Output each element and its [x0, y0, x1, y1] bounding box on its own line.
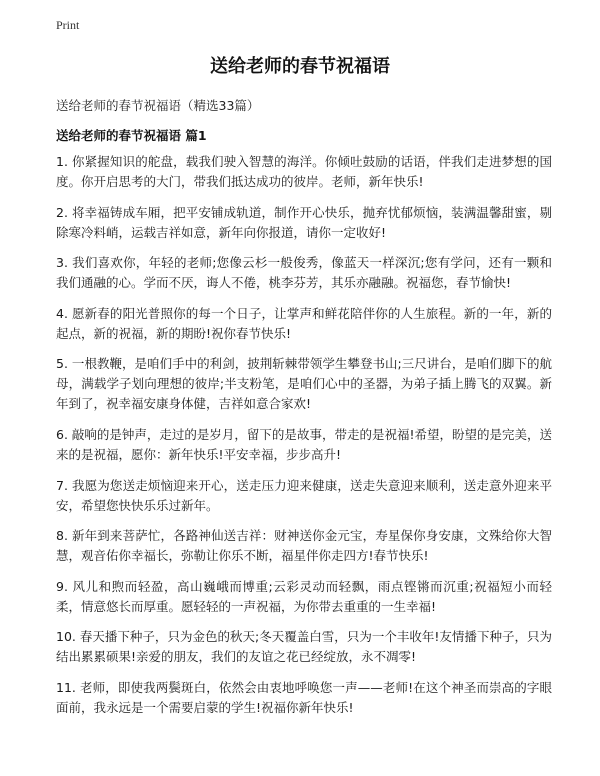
- list-item: 9. 风儿和煦而轻盈，高山巍峨而博重;云彩灵动而轻飘，雨点铿锵而沉重;祝福短小而轻柔，情意悠长而厚重。愿轻轻的一声祝福，为你带去重重的一生幸福!: [56, 578, 552, 614]
- list-item: 3. 我们喜欢你，年轻的老师;您像云杉一般俊秀，像蓝天一样深沉;您有学问，还有一颗和我们通融的心。学而不厌，诲人不倦，桃李芬芳，其乐亦融融。祝福您，春节愉快!: [56, 255, 552, 291]
- list-item: 11. 老师，即使我两鬓斑白，依然会由衷地呼唤您一声——老师!在这个神圣而崇高的字眼面前，我永远是一个需要启蒙的学生!祝福你新年快乐!: [56, 679, 552, 715]
- list-item: 2. 将幸福铸成车厢，把平安铺成轨道，制作开心快乐，抛弃忧郁烦恼，装满温馨甜蜜，剔除寒冷料峭，运载吉祥如意，新年向你报道，请你一定收好!: [56, 204, 552, 240]
- list-item: 8. 新年到来菩萨忙，各路神仙送吉祥：财神送你金元宝，寿星保你身安康，文殊给你大智慧，观音佑你幸福长，弥勒让你乐不断，福星伴你走四方!春节快乐!: [56, 528, 552, 564]
- list-item: 10. 春天播下种子，只为金色的秋天;冬天覆盖白雪，只为一个丰收年!友情播下种子，只为结出累累硕果!亲爱的朋友，我们的友谊之花已经绽放，永不凋零!: [56, 629, 552, 665]
- document-subtitle: 送给老师的春节祝福语（精选33篇）: [56, 98, 260, 113]
- document-title: 送给老师的春节祝福语: [210, 56, 390, 77]
- list-item: 1. 你紧握知识的舵盘，载我们驶入智慧的海洋。你倾吐鼓励的话语，伴我们走进梦想的国度。你开启思考的大门，带我们抵达成功的彼岸。老师，新年快乐!: [56, 154, 552, 189]
- list-item: 6. 敲响的是钟声，走过的是岁月，留下的是故事，带走的是祝福!希望，盼望的是完美，送来的是祝福，愿你：新年快乐!平安幸福，步步高升!: [56, 426, 552, 462]
- list-item: 5. 一根教鞭，是咱们手中的利剑，披荆斩棘带领学生攀登书山;三尺讲台，是咱们脚下的航母，满载学子划向理想的彼岸;半支粉笔，是咱们心中的圣器，为弟子插上腾飞的双翼。新年到了，祝幸福安康身体健，吉祥如意合家欢!: [56, 356, 552, 412]
- greeting-list: [56, 152, 552, 729]
- section-heading: 送给老师的春节祝福语 篇1: [56, 128, 207, 143]
- list-item: 7. 我愿为您送走烦恼迎来开心，送走压力迎来健康，送走失意迎来顺利，送走意外迎来平安，希望您快快乐乐过新年。: [56, 477, 552, 513]
- list-item: 4. 愿新春的阳光普照你的每一个日子，让掌声和鲜花陪伴你的人生旅程。新的一年，新的起点，新的祝福，新的期盼!祝你春节快乐!: [56, 305, 552, 341]
- print-link[interactable]: Print: [56, 18, 80, 32]
